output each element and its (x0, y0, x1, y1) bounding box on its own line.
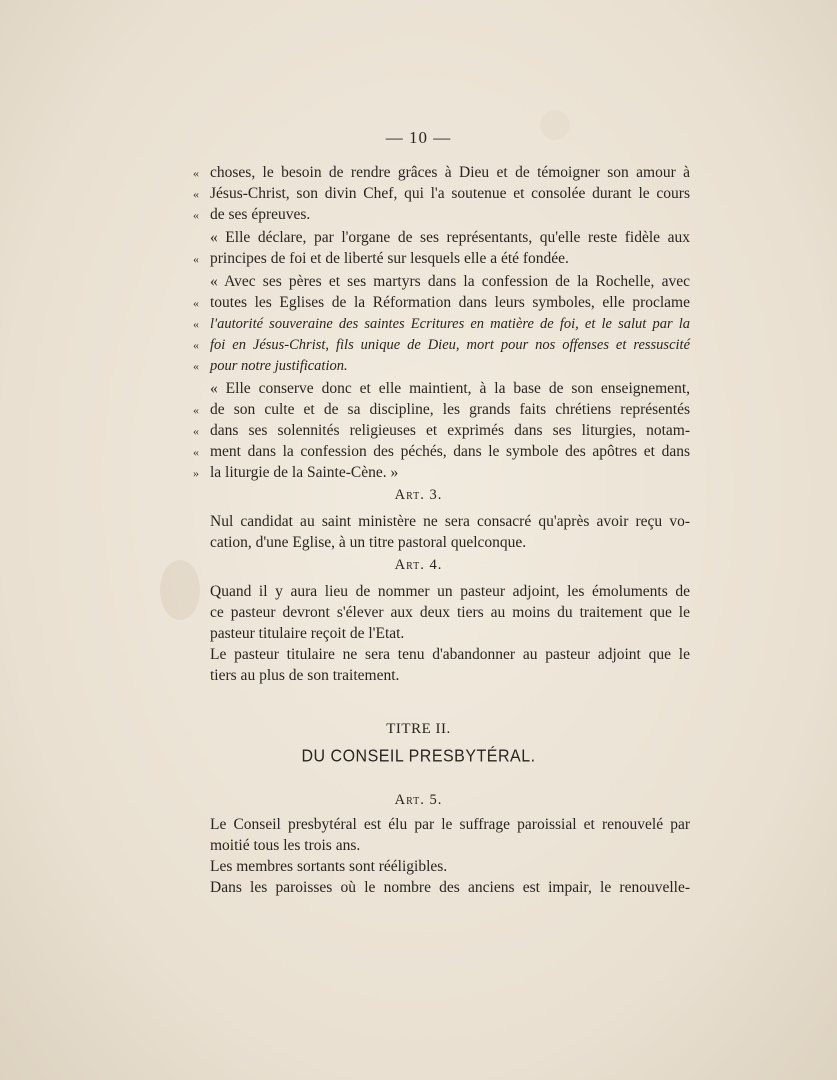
text-line: « Elle conserve donc et elle maintient, à la base de son enseignement, (210, 380, 690, 397)
text-line: cation, d'une Eglise, à un titre pastoral quelconque. (210, 534, 527, 551)
text-line: tiers au plus de son traitement. (210, 667, 400, 684)
text-line: « l'autorité souveraine des saintes Ecritures en matière de foi, et le salut par la (193, 316, 690, 332)
text-line: « Avec ses pères et ses martyrs dans la confession de la Rochelle, avec (210, 273, 690, 290)
title-number: TITRE II. (386, 721, 451, 737)
text-line: « ment dans la confession des péchés, dans le symbole des apôtres et dans (193, 443, 690, 460)
text-line: « de ses épreuves. (193, 206, 311, 223)
text-line: Le Conseil presbytéral est élu par le suffrage paroissial et renouvelé par (210, 816, 690, 833)
text-line: Nul candidat au saint ministère ne sera consacré qu'après avoir reçu vo- (210, 513, 690, 530)
text-line: Le pasteur titulaire ne sera tenu d'abandonner au pasteur adjoint que le (210, 646, 690, 663)
text-line: moitié tous les trois ans. (210, 837, 361, 854)
text-line: « de son culte et de sa discipline, les grands faits chrétiens représentés (193, 401, 690, 418)
text-line: « pour notre justification. (193, 358, 348, 374)
text-line: « toutes les Eglises de la Réformation dans leurs symboles, elle proclame (193, 294, 690, 311)
text-line: « Jésus-Christ, son divin Chef, qui l'a soutenue et consolée durant le cours (193, 185, 690, 202)
page-number: — 10 — (385, 128, 452, 147)
text-line: « Elle déclare, par l'organe de ses représentants, qu'elle reste fidèle aux (210, 229, 690, 246)
text-line: ce pasteur devront s'élever aux deux tiers au moins du traitement que le (210, 604, 690, 621)
text-line: » la liturgie de la Sainte-Cène. » (193, 464, 399, 481)
text-line: Les membres sortants sont rééligibles. (210, 858, 448, 875)
article-heading: Art. 4. (394, 557, 443, 573)
text-line: « choses, le besoin de rendre grâces à Dieu et de témoigner son amour à (193, 164, 690, 181)
article-heading: Art. 5. (394, 792, 443, 808)
text-line: « dans ses solennités religieuses et exprimés dans ses liturgies, notam- (193, 422, 690, 439)
title-heading: DU CONSEIL PRESBYTÉRAL. (301, 746, 536, 766)
text-line: Quand il y aura lieu de nommer un pasteur adjoint, les émoluments de (210, 583, 690, 600)
article-heading: Art. 3. (394, 487, 443, 503)
text-line: Dans les paroisses où le nombre des anciens est impair, le renouvelle- (210, 879, 690, 896)
text-line: « principes de foi et de liberté sur lesquels elle a été fondée. (193, 250, 569, 267)
text-line: « foi en Jésus-Christ, fils unique de Dieu, mort pour nos offenses et ressuscité (193, 337, 690, 353)
text-line: pasteur titulaire reçoit de l'Etat. (210, 625, 405, 642)
